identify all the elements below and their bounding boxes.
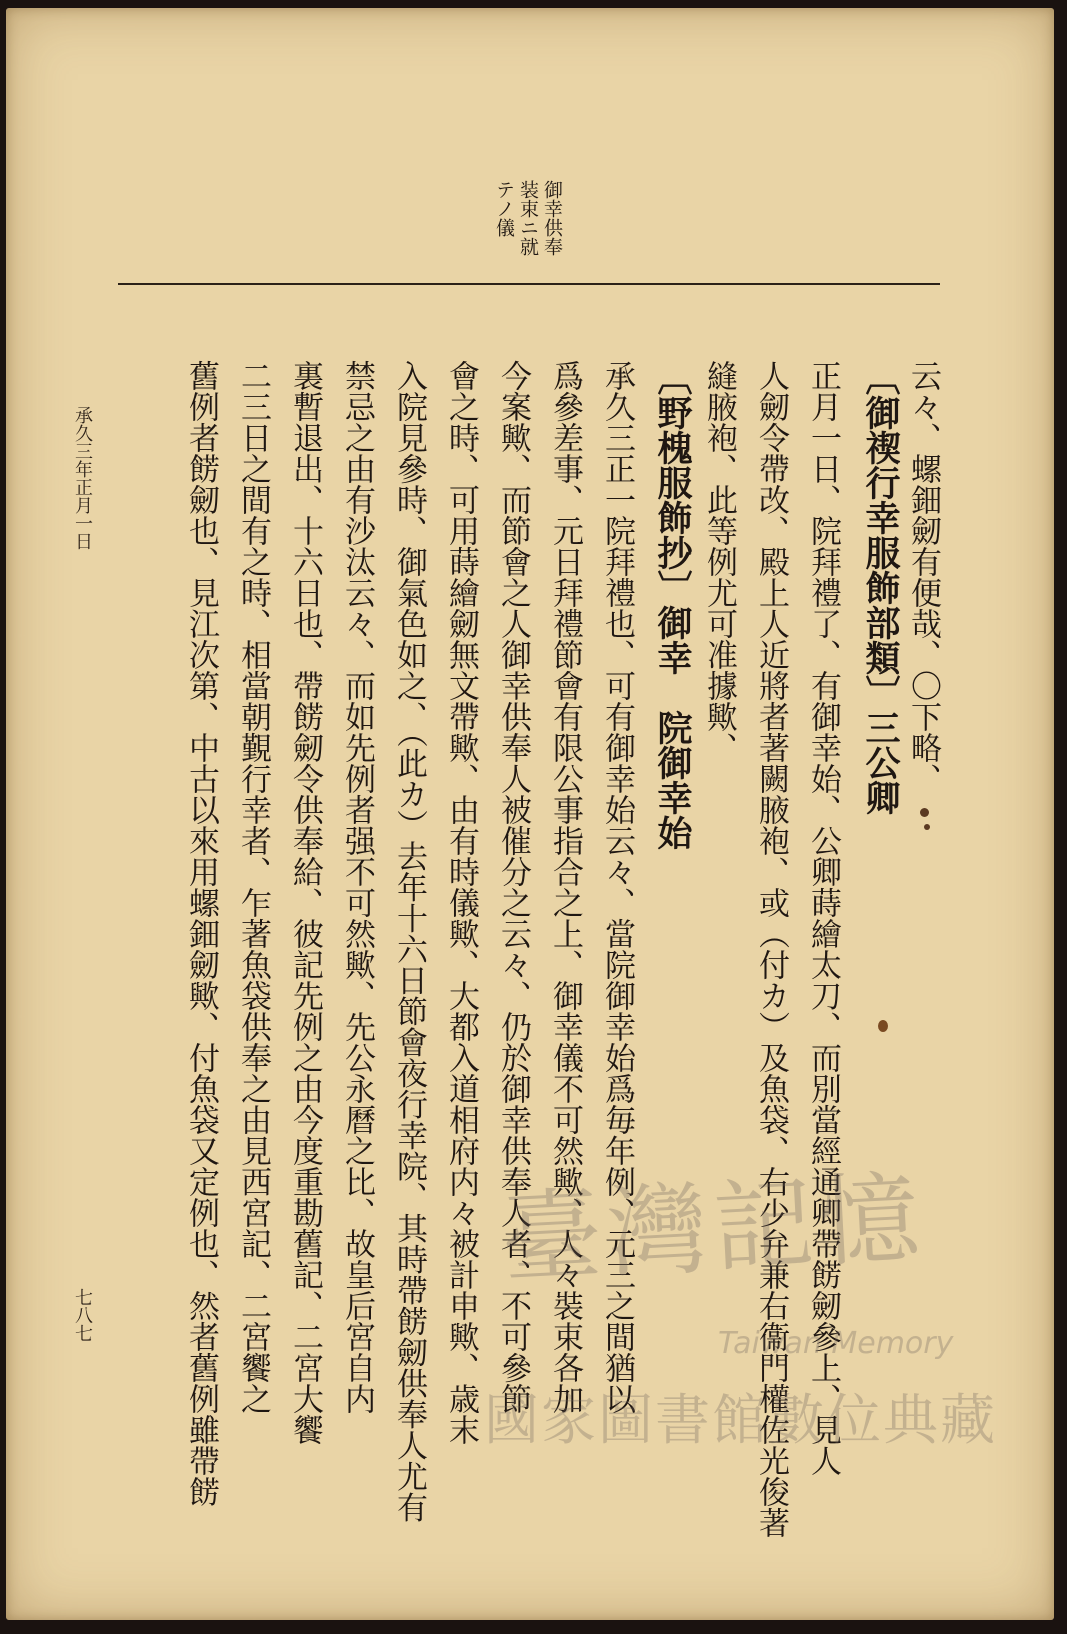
text-column-15: 舊例者餝劒也、見江次第、中古以來用螺鈿劒歟、付魚袋又定例也、然者舊例雖帶餝 [183,360,219,1507]
running-footer: 承久三年正月一日 [72,406,93,550]
text-column-10: 會之時、可用蒔繪劒無文帶歟、由有時儀歟、大都入道相府内々被計申歟、歳末 [443,360,479,1445]
margin-heading-line-3: テノ儀 [493,180,515,237]
text-column-4: 人劒令帶改、殿上人近將者著闕腋袍、或（付カ）及魚袋、右少弁兼右衞門權佐光俊著 [753,360,789,1538]
watermark-institution: 國家圖書館數位典藏 [484,1388,998,1452]
margin-heading-line-1: 御幸供奉 [541,180,563,256]
text-column-14: 二三日之間有之時、相當朝覲行幸者、乍著魚袋供奉之由見西宮記、二宮饗之 [235,360,271,1414]
text-column-5: 縫腋袍、此等例尤可准據歟、 [701,360,737,763]
text-column-11: 入院見參時、御氣色如之、（此カ）去年十六日節會夜行幸院、其時帶餝劒供奉人尤有 [391,360,427,1523]
ink-spot [924,824,930,830]
text-column-9: 今案歟、而節會之人御幸供奉人被催分之云々、仍於御幸供奉人者、不可參節 [495,360,531,1414]
foxing-spot [878,1020,888,1032]
text-column-2: 〔御禊行幸服飾部類〕三公卿 [860,360,901,815]
text-column-1: 云々、螺鈿劒有便哉、〇下略、 [905,360,941,794]
text-column-8: 爲參差事、元日拜禮節會有限公事指合之上、御幸儀不可然歟、人々裝束各加 [547,360,583,1414]
text-column-12: 禁忌之由有沙汰云々、而如先例者强不可然歟、先公永曆之比、故皇后宮自内 [339,360,375,1414]
page-number: 七八七 [72,1288,93,1342]
text-column-3: 正月一日、院拜禮了、有御幸始、公卿蒔繪太刀、而別當經通卿帶餝劒參上、見人 [805,360,841,1476]
text-column-7: 承久三正一院拜禮也、可有御幸始云々、當院御幸始爲毎年例、元三之間猶以 [599,360,635,1414]
book-page [6,8,1054,1620]
ink-spot [920,808,929,817]
watermark-logo-english: Taiwan Memory [718,1326,954,1361]
header-rule [118,283,940,285]
watermark-logo-chinese: 臺灣記憶 [498,1158,929,1299]
text-column-6: 〔野槐服飾抄〕御幸 院御幸始 [652,360,693,850]
text-column-13: 裏暫退出、十六日也、帶餝劒令供奉給、彼記先例之由今度重勘舊記、二宮大饗 [287,360,323,1445]
margin-heading-line-2: 装束ニ就 [517,180,539,256]
